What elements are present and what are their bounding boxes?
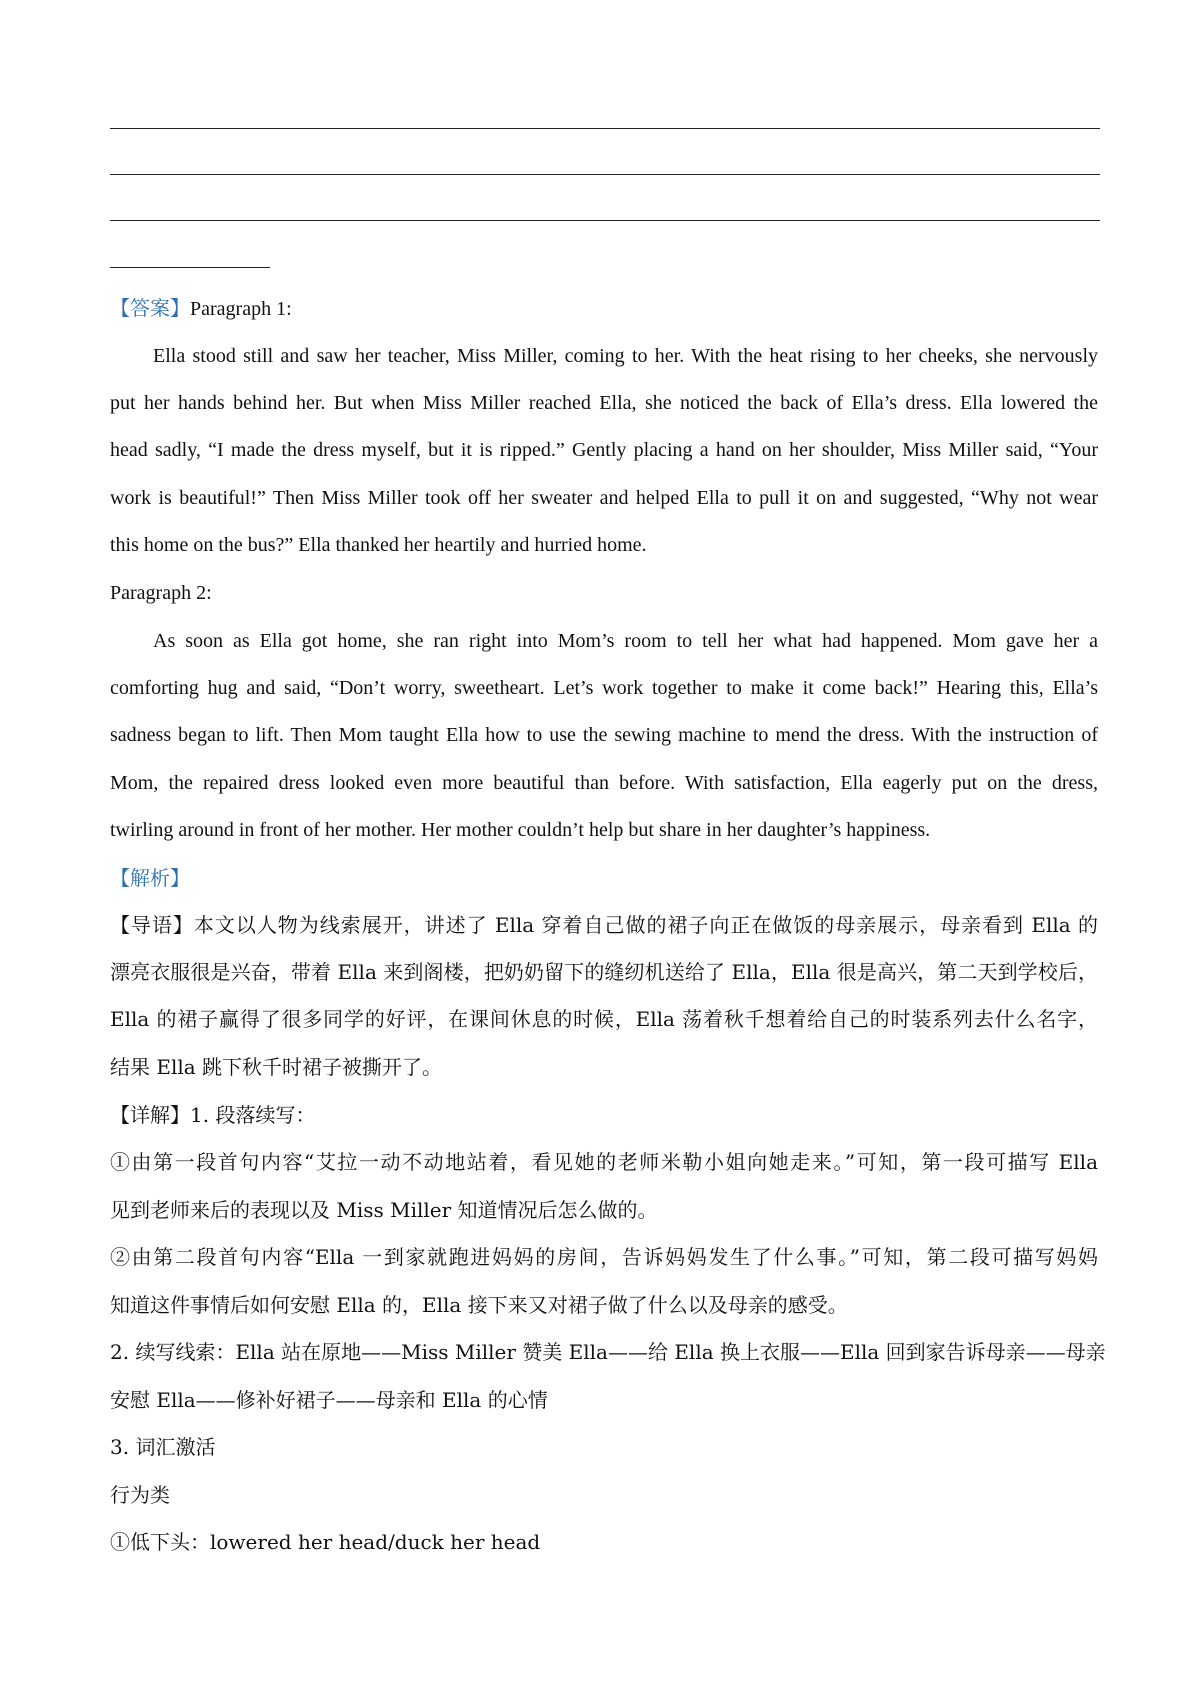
detail-heading-text: 1. 段落续写： bbox=[190, 1103, 316, 1127]
point-2-line-1: ②由第二段首句内容“Ella 一到家就跑进妈妈的房间，告诉妈妈发生了什么事。”可知，第二段可描写妈妈 bbox=[110, 1245, 1098, 1269]
intro-line-3: Ella 的裙子赢得了很多同学的好评，在课间休息的时候，Ella 荡着秋千想着给自己的时装系列去什么名字， bbox=[110, 1007, 1098, 1031]
answer-heading bbox=[110, 295, 1098, 322]
point-2-line-2: 知道这件事情后如何安慰 Ella 的，Ella 接下来又对裙子做了什么以及母亲的感受。 bbox=[110, 1293, 848, 1317]
intro-text-1: 本文以人物为线索展开，讲述了 Ella 穿着自己做的裙子向正在做饭的母亲展示，母亲看到 Ella 的 bbox=[193, 913, 1099, 937]
answer-label: 【答案】 bbox=[110, 296, 190, 320]
detail-label: 【详解】 bbox=[110, 1103, 190, 1127]
paragraph-1-line-1: Ella stood still and saw her teacher, Miss Miller, coming to her. With the heat rising to her cheeks, she nervously bbox=[153, 345, 1098, 367]
point-1-line-1: ①由第一段首句内容“艾拉一动不动地站着，看见她的老师米勒小姐向她走来。”可知，第一段可描写 Ella bbox=[110, 1150, 1098, 1174]
paragraph-1-line-5: this home on the bus?” Ella thanked her heartily and hurried home. bbox=[110, 534, 647, 556]
paragraph-2-line-5: twirling around in front of her mother. Her mother couldn’t help but share in her daughter’s happiness. bbox=[110, 819, 931, 841]
intro-line-1 bbox=[110, 912, 1098, 938]
paragraph-1-line-2: put her hands behind her. But when Miss Miller reached Ella, she noticed the back of Ella’s dress. Ella lowered the bbox=[110, 392, 1098, 414]
point-1-line-2: 见到老师来后的表现以及 Miss Miller 知道情况后怎么做的。 bbox=[110, 1198, 658, 1222]
answer-blank-line-4 bbox=[110, 267, 270, 268]
intro-label: 【导语】 bbox=[110, 913, 194, 937]
paragraph-2-line-2: comforting hug and said, “Don’t worry, sweetheart. Let’s work together to make it come back!” Hearing this, Ella’s bbox=[110, 677, 1098, 699]
paragraph-1-heading: Paragraph 1: bbox=[190, 298, 292, 320]
answer-blank-line-3 bbox=[110, 220, 1100, 221]
paragraph-2-line-4: Mom, the repaired dress looked even more beautiful than before. With satisfaction, Ella eagerly put on the dress, bbox=[110, 772, 1098, 794]
vocab-item-1: ①低下头：lowered her head/duck her head bbox=[110, 1530, 541, 1554]
paragraph-2-heading: Paragraph 2: bbox=[110, 582, 212, 604]
intro-line-2: 漂亮衣服很是兴奋，带着 Ella 来到阁楼，把奶奶留下的缝纫机送给了 Ella，Ella 很是高兴，第二天到学校后， bbox=[110, 960, 1098, 984]
vocab-heading: 3. 词汇激活 bbox=[110, 1435, 216, 1459]
paragraph-1-line-4: work is beautiful!” Then Miss Miller took off her sweater and helped Ella to pull it on and suggested, “Why not wear bbox=[110, 487, 1098, 509]
intro-line-4: 结果 Ella 跳下秋千时裙子被撕开了。 bbox=[110, 1055, 443, 1079]
paragraph-2-line-1: As soon as Ella got home, she ran right into Mom’s room to tell her what had happened. Mom gave her a bbox=[153, 630, 1098, 652]
answer-blank-line-1 bbox=[110, 128, 1100, 129]
detail-heading bbox=[110, 1102, 1098, 1128]
paragraph-2-line-3: sadness began to lift. Then Mom taught Ella how to use the sewing machine to mend the dress. With the instruction of bbox=[110, 724, 1098, 746]
clue-line-1: 2. 续写线索：Ella 站在原地——Miss Miller 赞美 Ella——给 Ella 换上衣服——Ella 回到家告诉母亲——母亲 bbox=[110, 1340, 1106, 1364]
analysis-label: 【解析】 bbox=[110, 866, 190, 890]
answer-blank-line-2 bbox=[110, 174, 1100, 175]
clue-line-2: 安慰 Ella——修补好裙子——母亲和 Ella 的心情 bbox=[110, 1388, 548, 1412]
vocab-category: 行为类 bbox=[110, 1483, 170, 1507]
paragraph-1-line-3: head sadly, “I made the dress myself, but it is ripped.” Gently placing a hand on her shoulder, Miss Miller said, “Your bbox=[110, 439, 1098, 461]
